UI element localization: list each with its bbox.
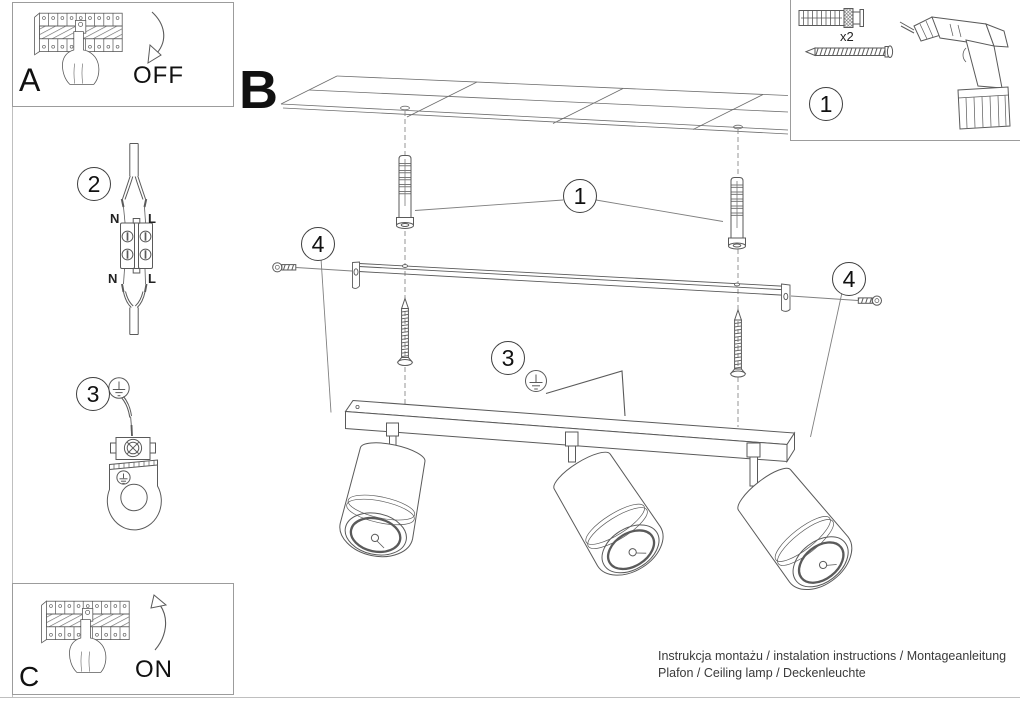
callout-parts-1: 1 xyxy=(809,87,843,121)
grounding-illustration xyxy=(107,378,161,530)
long-screw-right xyxy=(731,310,745,377)
callout-screw-left-4: 4 xyxy=(301,227,335,261)
wall-plug-icon xyxy=(799,9,864,28)
callout-ground-3: 3 xyxy=(491,341,525,375)
wall-anchor-right xyxy=(729,178,746,250)
callout-anchor-1: 1 xyxy=(563,179,597,213)
spotlight-middle xyxy=(546,444,674,588)
section-b-label: B xyxy=(239,60,278,120)
wire-label-l-top: L xyxy=(148,211,156,226)
drill-icon xyxy=(900,17,1010,129)
wire-label-l-bottom: L xyxy=(148,271,156,286)
ground-symbol-callout xyxy=(526,371,626,417)
long-screw-left xyxy=(398,299,412,366)
leader-lines xyxy=(296,200,858,437)
callout-screw-right-4: 4 xyxy=(832,262,866,296)
wire-label-n-bottom: N xyxy=(108,271,118,286)
panel-c-box xyxy=(12,583,234,695)
panel-a-label: A xyxy=(19,62,41,98)
wall-anchor-left xyxy=(397,156,414,229)
panel-a-box xyxy=(12,2,234,107)
off-label: OFF xyxy=(133,62,184,89)
side-screw-right xyxy=(858,296,881,305)
on-label: ON xyxy=(135,656,173,683)
quantity-label: x2 xyxy=(840,29,854,44)
callout-step-2: 2 xyxy=(77,167,111,201)
callout-step-3: 3 xyxy=(76,377,110,411)
side-screw-left xyxy=(273,263,296,272)
footer-product-line: Plafon / Ceiling lamp / Deckenleuchte xyxy=(658,666,866,680)
footer-title-line: Instrukcja montażu / instalation instructions / Montageanleitung xyxy=(658,649,1007,663)
spotlight-right xyxy=(729,459,863,601)
panel-c-label: C xyxy=(19,661,40,692)
ceiling-illustration xyxy=(281,76,788,134)
wire-label-n-top: N xyxy=(110,211,120,226)
mounting-bracket xyxy=(353,262,791,311)
wiring-terminal-illustration xyxy=(121,144,153,335)
spotlight-left xyxy=(335,437,431,563)
mounting-screw-icon xyxy=(806,46,893,58)
